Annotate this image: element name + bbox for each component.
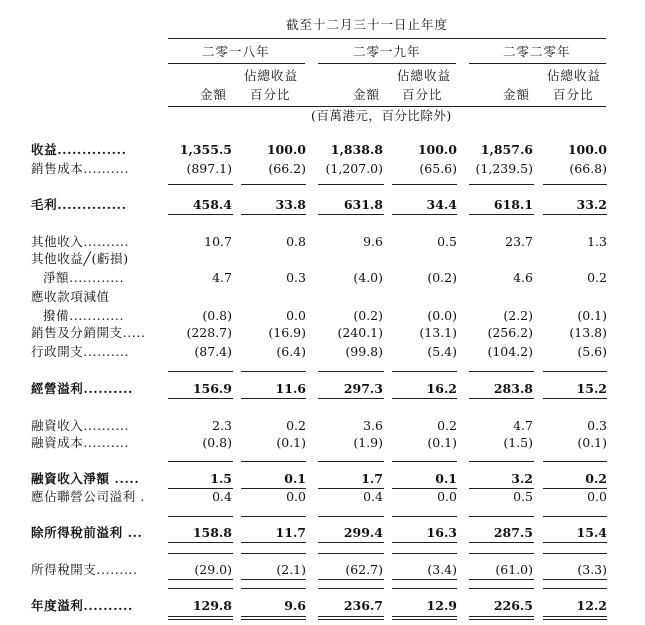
percent-cell: 100.0 xyxy=(567,142,607,157)
percent-cell: (0.2) xyxy=(427,270,457,285)
percent-cell: (13.1) xyxy=(419,325,457,340)
amount-cell: (897.1) xyxy=(186,161,232,176)
pct-heading-2019-line2: 百分比 xyxy=(402,87,443,102)
subtotal-rule xyxy=(241,488,306,489)
percent-cell: 0.2 xyxy=(437,418,457,433)
row-label: 融資收入.......... xyxy=(31,418,130,433)
subtotal-rule xyxy=(168,542,233,543)
subtotal-rule xyxy=(168,371,233,372)
row-label: 應佔聯營公司溢利 . xyxy=(31,489,145,504)
amount-cell: 4.7 xyxy=(513,418,533,433)
subtotal-rule xyxy=(392,516,457,517)
percent-cell: 0.8 xyxy=(286,234,306,249)
row-label: 毛利.............. xyxy=(31,197,127,212)
amount-cell: (0.8) xyxy=(202,308,232,323)
amount-cell: (0.8) xyxy=(202,435,232,450)
percent-cell: 33.8 xyxy=(275,197,306,212)
row-label: 收益.............. xyxy=(31,142,127,157)
amount-cell: 1,857.6 xyxy=(480,142,533,157)
percent-cell: (66.2) xyxy=(268,161,306,176)
total-double-rule xyxy=(241,616,306,617)
row-label: 年度溢利.......... xyxy=(31,598,133,613)
row-label: 融資收入淨額 ..... xyxy=(31,471,140,486)
total-double-rule xyxy=(392,616,457,617)
percent-cell: (2.1) xyxy=(276,562,306,577)
subtotal-rule xyxy=(392,371,457,372)
amount-heading-2020: 金額 xyxy=(503,87,531,102)
subtotal-rule xyxy=(168,398,233,399)
amount-cell: (240.1) xyxy=(337,325,383,340)
subtotal-rule xyxy=(392,184,457,185)
row-label: 其他收益╱(虧損) xyxy=(31,251,129,266)
pct-heading-2019-line1: 佔總收益 xyxy=(397,68,452,83)
percent-cell: 12.9 xyxy=(426,598,457,613)
subtotal-rule xyxy=(318,516,384,517)
year-2019-underline xyxy=(318,63,456,64)
amount-cell: 23.7 xyxy=(505,234,533,249)
row-label: 行政開支.......... xyxy=(31,344,130,359)
row-label: 銷售及分銷開支..... xyxy=(31,325,146,340)
amount-cell: (2.2) xyxy=(503,308,533,323)
percent-cell: 1.3 xyxy=(587,234,607,249)
subtotal-rule xyxy=(469,542,534,543)
subtotal-rule xyxy=(318,588,384,589)
percent-cell: 0.2 xyxy=(587,270,607,285)
amount-cell: 9.6 xyxy=(363,234,383,249)
subtotal-rule xyxy=(241,579,306,580)
amount-cell: (1,239.5) xyxy=(475,161,533,176)
percent-cell: 0.1 xyxy=(435,471,457,486)
percent-cell: 0.0 xyxy=(286,308,306,323)
amount-cell: (1,207.0) xyxy=(325,161,383,176)
row-label: 經營溢利.......... xyxy=(31,381,133,396)
subtotal-rule xyxy=(469,371,534,372)
percent-cell: (0.0) xyxy=(427,308,457,323)
amount-cell: 1,838.8 xyxy=(330,142,383,157)
subtotal-rule xyxy=(318,184,384,185)
subtotal-rule xyxy=(392,542,457,543)
year-2018-underline xyxy=(168,63,305,64)
amount-cell: 2.3 xyxy=(212,418,232,433)
amount-cell: 3.6 xyxy=(363,418,383,433)
subtotal-rule xyxy=(543,542,607,543)
amount-cell: 618.1 xyxy=(493,197,533,212)
row-label: 融資成本.......... xyxy=(31,435,130,450)
amount-cell: 297.3 xyxy=(343,381,383,396)
total-double-rule xyxy=(168,616,233,617)
percent-cell: 0.0 xyxy=(437,489,457,504)
subtotal-rule xyxy=(241,371,306,372)
year-2019-heading: 二零一九年 xyxy=(353,44,421,59)
pct-heading-2020-line1: 佔總收益 xyxy=(547,68,602,83)
subtotal-rule xyxy=(241,461,306,462)
subtotal-rule xyxy=(392,461,457,462)
subtotal-rule xyxy=(168,553,233,554)
percent-cell: 0.2 xyxy=(585,471,607,486)
amount-cell: 283.8 xyxy=(493,381,533,396)
subtotal-rule xyxy=(168,488,233,489)
amount-cell: (0.2) xyxy=(353,308,383,323)
subtotal-rule xyxy=(543,371,607,372)
subtotal-rule xyxy=(168,461,233,462)
subtotal-rule xyxy=(392,214,457,215)
subtotal-rule xyxy=(168,579,233,580)
amount-cell: 156.9 xyxy=(192,381,232,396)
subtotal-rule xyxy=(469,461,534,462)
year-2020-heading: 二零二零年 xyxy=(503,44,571,59)
amount-cell: (228.7) xyxy=(186,325,232,340)
amount-cell: 458.4 xyxy=(192,197,232,212)
subtotal-rule xyxy=(469,398,534,399)
pct-heading-2020-line2: 百分比 xyxy=(553,87,594,102)
subtotal-rule xyxy=(318,579,384,580)
subtotal-rule xyxy=(392,398,457,399)
total-double-rule xyxy=(392,619,457,620)
subtotal-rule xyxy=(543,516,607,517)
subtotal-rule xyxy=(241,398,306,399)
amount-cell: 1.7 xyxy=(361,471,383,486)
percent-cell: (5.4) xyxy=(427,344,457,359)
amount-cell: 4.6 xyxy=(513,270,533,285)
subtotal-rule xyxy=(318,488,384,489)
unit-note: (百萬港元，百分比除外) xyxy=(311,108,452,123)
amount-cell: 4.7 xyxy=(212,270,232,285)
amount-heading-2019: 金額 xyxy=(353,87,381,102)
subtotal-rule xyxy=(318,542,384,543)
amount-cell: 299.4 xyxy=(343,525,383,540)
percent-cell: 0.2 xyxy=(286,418,306,433)
amount-cell: 1.5 xyxy=(210,471,232,486)
total-double-rule xyxy=(318,619,384,620)
row-label: 其他收入.......... xyxy=(31,234,130,249)
subtotal-rule xyxy=(392,579,457,580)
subtotal-rule xyxy=(168,214,233,215)
pct-heading-2018-line1: 佔總收益 xyxy=(244,68,299,83)
period-underline xyxy=(168,38,606,39)
percent-cell: (0.1) xyxy=(427,435,457,450)
total-double-rule xyxy=(241,619,306,620)
percent-cell: 0.5 xyxy=(437,234,457,249)
subtotal-rule xyxy=(543,184,607,185)
amount-cell: 0.5 xyxy=(513,489,533,504)
subtotal-rule xyxy=(318,553,384,554)
subtotal-rule xyxy=(543,579,607,580)
percent-cell: 100.0 xyxy=(417,142,457,157)
subtotal-rule xyxy=(469,184,534,185)
total-double-rule xyxy=(318,616,384,617)
pct-heading-2018-line2: 百分比 xyxy=(250,87,291,102)
subtotal-rule xyxy=(241,553,306,554)
amount-cell: 0.4 xyxy=(363,489,383,504)
row-label: 銷售成本.......... xyxy=(31,161,130,176)
subtotal-rule xyxy=(318,214,384,215)
percent-cell: (65.6) xyxy=(419,161,457,176)
percent-cell: 11.7 xyxy=(275,525,306,540)
total-double-rule xyxy=(543,619,607,620)
subtotal-rule xyxy=(241,214,306,215)
percent-cell: (5.6) xyxy=(577,344,607,359)
total-double-rule xyxy=(168,619,233,620)
subtotal-rule xyxy=(168,516,233,517)
subtotal-rule xyxy=(543,488,607,489)
amount-cell: 3.2 xyxy=(511,471,533,486)
percent-cell: (13.8) xyxy=(569,325,607,340)
period-heading: 截至十二月三十一日止年度 xyxy=(286,17,449,32)
percent-cell: (3.4) xyxy=(427,562,457,577)
amount-cell: (87.4) xyxy=(194,344,232,359)
subtotal-rule xyxy=(543,214,607,215)
amount-cell: (256.2) xyxy=(487,325,533,340)
amount-cell: 10.7 xyxy=(204,234,232,249)
amount-cell: 631.8 xyxy=(343,197,383,212)
subtotal-rule xyxy=(543,553,607,554)
subtotal-rule xyxy=(543,588,607,589)
subtotal-rule xyxy=(241,542,306,543)
amount-cell: 226.5 xyxy=(493,598,533,613)
amount-cell: (61.0) xyxy=(495,562,533,577)
percent-cell: 100.0 xyxy=(266,142,306,157)
subtotal-rule xyxy=(469,553,534,554)
percent-cell: 16.3 xyxy=(426,525,457,540)
amount-cell: 1,355.5 xyxy=(179,142,232,157)
amount-cell: 287.5 xyxy=(493,525,533,540)
subtotal-rule xyxy=(241,184,306,185)
row-label: 所得稅開支......... xyxy=(31,562,138,577)
percent-cell: (0.1) xyxy=(577,308,607,323)
percent-cell: (0.1) xyxy=(276,435,306,450)
percent-cell: (16.9) xyxy=(268,325,306,340)
year-2018-heading: 二零一八年 xyxy=(202,44,270,59)
amount-cell: 129.8 xyxy=(192,598,232,613)
amount-cell: (1.5) xyxy=(503,435,533,450)
total-double-rule xyxy=(469,619,534,620)
subtotal-rule xyxy=(318,461,384,462)
percent-cell: 0.0 xyxy=(286,489,306,504)
amount-cell: 0.4 xyxy=(212,489,232,504)
subtotal-rule xyxy=(543,398,607,399)
amount-cell: (29.0) xyxy=(194,562,232,577)
amount-cell: (1.9) xyxy=(353,435,383,450)
row-label: 應收款項減值 xyxy=(31,289,110,304)
subtotal-rule xyxy=(392,488,457,489)
subtotal-rule xyxy=(392,553,457,554)
percent-cell: 34.4 xyxy=(426,197,457,212)
column-heading-underline xyxy=(168,106,606,107)
subtotal-rule xyxy=(543,461,607,462)
subtotal-rule xyxy=(469,516,534,517)
percent-cell: (3.3) xyxy=(577,562,607,577)
amount-cell: 236.7 xyxy=(343,598,383,613)
percent-cell: 12.2 xyxy=(576,598,607,613)
total-double-rule xyxy=(469,616,534,617)
row-label: 淨額............ xyxy=(43,270,125,285)
percent-cell: (66.8) xyxy=(569,161,607,176)
percent-cell: (0.1) xyxy=(577,435,607,450)
subtotal-rule xyxy=(469,488,534,489)
subtotal-rule xyxy=(241,516,306,517)
percent-cell: 15.4 xyxy=(576,525,607,540)
subtotal-rule xyxy=(241,588,306,589)
subtotal-rule xyxy=(318,371,384,372)
subtotal-rule xyxy=(469,214,534,215)
percent-cell: 33.2 xyxy=(576,197,607,212)
year-2020-underline xyxy=(469,63,606,64)
percent-cell: 9.6 xyxy=(284,598,306,613)
subtotal-rule xyxy=(392,588,457,589)
percent-cell: 0.3 xyxy=(286,270,306,285)
percent-cell: 0.3 xyxy=(587,418,607,433)
amount-heading-2018: 金額 xyxy=(200,87,228,102)
percent-cell: 15.2 xyxy=(576,381,607,396)
amount-cell: (104.2) xyxy=(487,344,533,359)
subtotal-rule xyxy=(168,184,233,185)
percent-cell: 0.1 xyxy=(284,471,306,486)
row-label: 除所得稅前溢利 ... xyxy=(31,525,143,540)
percent-cell: 0.0 xyxy=(587,489,607,504)
subtotal-rule xyxy=(469,588,534,589)
percent-cell: (6.4) xyxy=(276,344,306,359)
row-label: 撥備............ xyxy=(43,308,125,323)
subtotal-rule xyxy=(168,588,233,589)
percent-cell: 16.2 xyxy=(426,381,457,396)
amount-cell: (99.8) xyxy=(345,344,383,359)
percent-cell: 11.6 xyxy=(275,381,306,396)
total-double-rule xyxy=(543,616,607,617)
subtotal-rule xyxy=(469,579,534,580)
subtotal-rule xyxy=(318,398,384,399)
amount-cell: (62.7) xyxy=(345,562,383,577)
amount-cell: (4.0) xyxy=(353,270,383,285)
amount-cell: 158.8 xyxy=(192,525,232,540)
